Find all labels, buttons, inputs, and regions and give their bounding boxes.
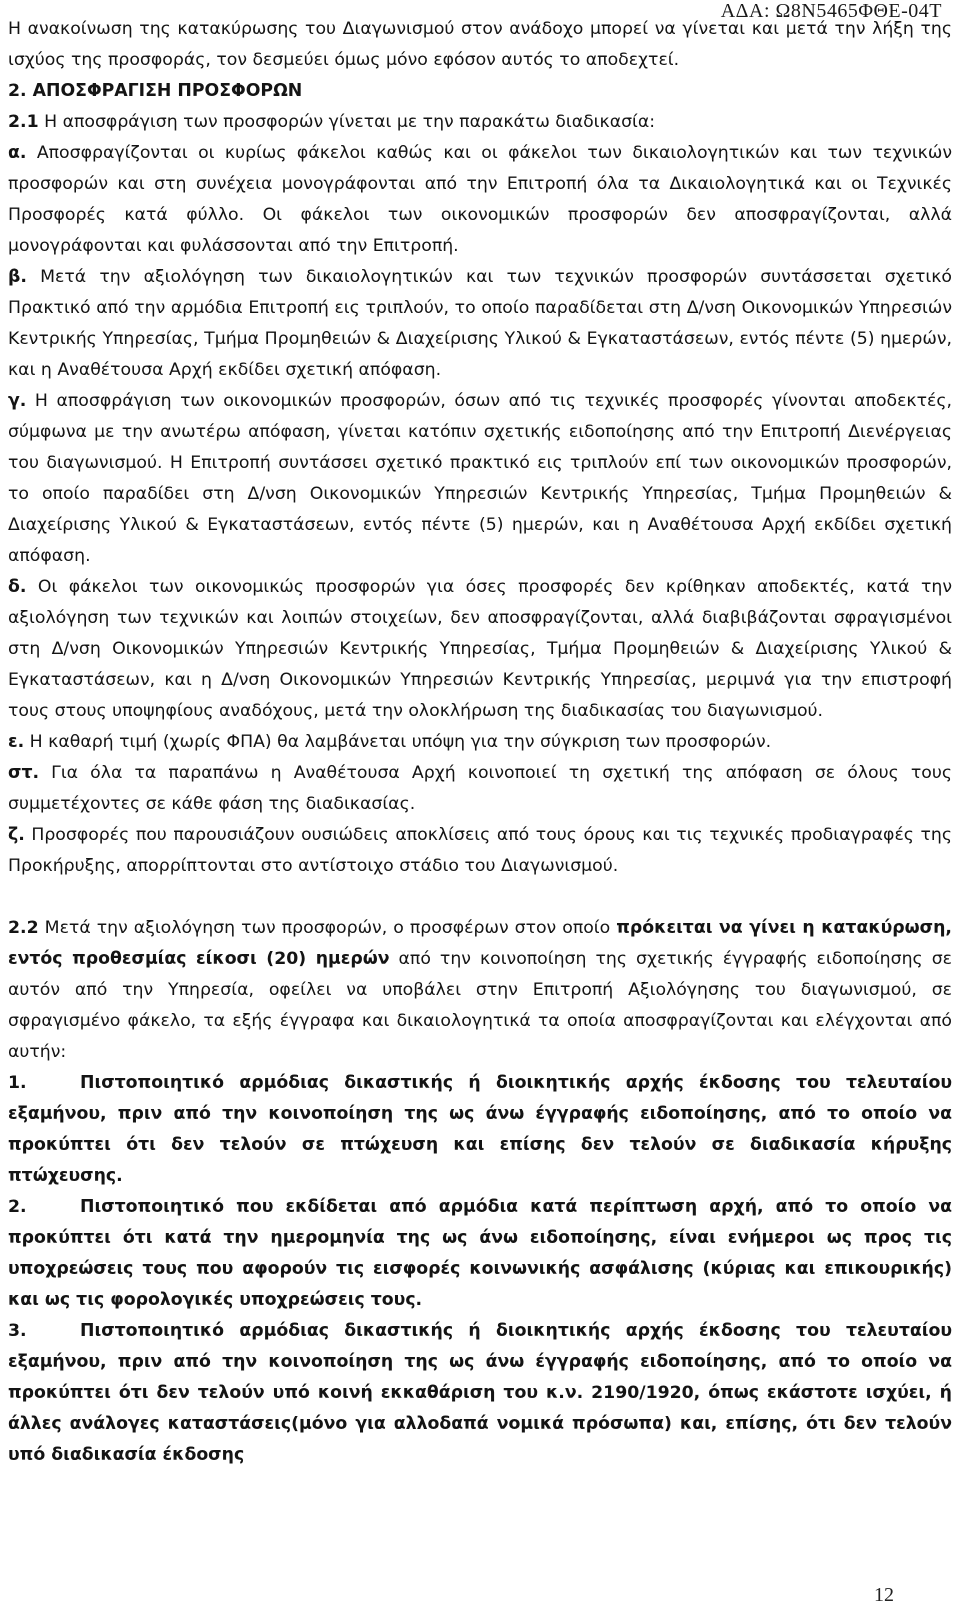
list-item-c — [8, 386, 952, 572]
list-item-a — [8, 138, 952, 262]
subsection-text-post: από την κοινοποίηση της σχετικής έγγραφής ειδοποίησης σε αυτόν από την Υπηρεσία, οφείλει να υποβάλει στην Επιτροπή Αξιολόγησης του διαγωνισμού, σε σφραγισμένο φάκελο, τα εξής έγγραφα και δικαιολογητικά τα οποία αποσφραγίζονται και ελέγχονται από αυτήν: — [8, 949, 952, 1062]
spacer — [8, 882, 952, 913]
item-text: Αποσφραγίζονται οι κυρίως φάκελοι καθώς και οι φάκελοι των δικαιολογητικών και των τεχνικών προσφορών και στη συνέχεια μονογράφονται από την Επιτροπή όλα τα Δικαιολογητικά και οι Τεχνικές Προσφορές κατά φύλλο. Οι φάκελοι των οικονομικών προσφορών δεν αποσφραγίζονται, αλλά μονογράφονται και φυλάσσονται από την Επιτροπή. — [8, 143, 952, 256]
subsection-text-bold: πρόκειται να γίνει η κατακύρωση, εντός προθεσμίας είκοσι (20) ημερών — [8, 918, 952, 969]
list-item-e — [8, 727, 952, 758]
intro-paragraph: Η ανακοίνωση της κατακύρωσης του Διαγωνισμού στον ανάδοχο μπορεί να γίνεται και μετά την λήξη της ισχύος της προσφοράς, τον δεσμεύει όμως μόνο εφόσον αυτός το αποδεχτεί. — [8, 19, 952, 70]
item-text: Η αποσφράγιση των οικονομικών προσφορών, όσων από τις τεχνικές προσφορές γίνονται αποδεκτές, σύμφωνα με την ανωτέρω απόφαση, γίνεται κατόπιν σχετικής ειδοποίησης από την Επιτροπή Διενέργειας του διαγωνισμού. Η Επιτροπή συντάσσει σχετικό πρακτικό εις τριπλούν επί των οικονομικών προσφορών, το οποίο παραδίδει στη Δ/νση Οικονομικών Υπηρεσιών Κεντρικής Υπηρεσίας, Τμήμα Προμηθειών & Διαχείρισης Υλικού & Εγκαταστάσεων, εντός πέντε (5) ημερών, και η Αναθέτουσα Αρχή εκδίδει σχετική απόφαση. — [8, 391, 952, 566]
subsection-text: Η αποσφράγιση των προσφορών γίνεται με την παρακάτω διαδικασία: — [38, 112, 656, 132]
document-item-number: 3. — [8, 1321, 27, 1341]
section-heading: 2. ΑΠΟΣΦΡΑΓΙΣΗ ΠΡΟΣΦΟΡΩΝ — [8, 81, 303, 101]
document-item-1 — [8, 1068, 952, 1192]
item-label: β. — [8, 267, 27, 287]
item-text: Μετά την αξιολόγηση των δικαιολογητικών και των τεχνικών προσφορών συντάσσεται σχετικό Πρακτικό από την αρμόδια Επιτροπή εις τριπλούν, το οποίο παραδίδεται στη Δ/νση Οικονομικών Υπηρεσιών Κεντρικής Υπηρεσίας, Τμήμα Προμηθειών & Διαχείρισης Υλικού & Εγκαταστάσεων, εντός πέντε (5) ημερών, και η Αναθέτουσα Αρχή εκδίδει σχετική απόφαση. — [8, 267, 952, 380]
document-item-text: Πιστοποιητικό αρμόδιας δικαστικής ή διοικητικής αρχής έκδοσης του τελευταίου εξαμήνου, πριν από την κοινοποίηση της ως άνω έγγραφής ειδοποίησης, από το οποίο να προκύπτει ότι δεν τελούν σε πτώχευση και επίσης δεν τελούν σε διαδικασία κήρυξης πτώχευσης. — [8, 1073, 952, 1186]
list-item-z — [8, 820, 952, 882]
document-item-number: 1. — [8, 1073, 27, 1093]
subsection-text-pre: Μετά την αξιολόγηση των προσφορών, ο προσφέρων στον οποίο — [38, 918, 617, 938]
subsection-2-2 — [8, 913, 952, 1068]
list-item-d — [8, 572, 952, 727]
item-label: δ. — [8, 577, 27, 597]
subsection-number: 2.1 — [8, 112, 39, 132]
subsection-number: 2.2 — [8, 918, 39, 938]
item-label: α. — [8, 143, 27, 163]
document-item-text: Πιστοποιητικό αρμόδιας δικαστικής ή διοικητικής αρχής έκδοσης του τελευταίου εξαμήνου, πριν από την κοινοποίηση της ως άνω έγγραφής ειδοποίησης, από το οποίο να προκύπτει ότι δεν τελούν υπό κοινή εκκαθάριση του κ.ν. 2190/1920, όπως εκάστοτε ισχύει, ή άλλες ανάλογες καταστάσεις(μόνο για αλλοδαπά νομικά πρόσωπα) και, επίσης, ότι δεν τελούν υπό διαδικασία έκδοσης — [8, 1321, 952, 1465]
document-item-number: 2. — [8, 1197, 27, 1217]
item-text: Για όλα τα παραπάνω η Αναθέτουσα Αρχή κοινοποιεί τη σχετική της απόφαση σε όλους τους συμμετέχοντες σε κάθε φάση της διαδικασίας. — [8, 763, 952, 814]
item-label: ε. — [8, 732, 25, 752]
subsection-2-1 — [8, 107, 952, 138]
document-item-2 — [8, 1192, 952, 1316]
list-item-st — [8, 758, 952, 820]
item-text: Οι φάκελοι των οικονομικώς προσφορών για όσες προσφορές δεν κρίθηκαν αποδεκτές, κατά την αξιολόγηση των τεχνικών και λοιπών στοιχείων, δεν αποσφραγίζονται, αλλά διαβιβάζονται σφραγισμένοι στη Δ/νση Οικονομικών Υπηρεσιών Κεντρικής Υπηρεσίας, Τμήμα Προμηθειών & Διαχείρισης Υλικού & Εγκαταστάσεων, και η Δ/νση Οικονομικών Υπηρεσιών Κεντρικής Υπηρεσίας, μεριμνά για την επιστροφή τους στους υποψηφίους αναδόχους, μετά την ολοκλήρωση της διαδικασίας του διαγωνισμού. — [8, 577, 952, 721]
item-text: Προσφορές που παρουσιάζουν ουσιώδεις αποκλίσεις από τους όρους και τις τεχνικές προδιαγραφές της Προκήρυξης, απορρίπτονται στο αντίστοιχο στάδιο του Διαγωνισμού. — [8, 825, 952, 876]
list-item-b — [8, 262, 952, 386]
page-number: 12 — [874, 1584, 894, 1606]
document-item-text: Πιστοποιητικό που εκδίδεται από αρμόδια κατά περίπτωση αρχή, από το οποίο να προκύπτει ότι κατά την ημερομηνία της ως άνω ειδοποίησης, είναι ενήμεροι ως προς τις υποχρεώσεις τους που αφορούν τις εισφορές κοινωνικής ασφάλισης (κύριας και επικουρικής) και ως τις φορολογικές υποχρεώσεις τους. — [8, 1197, 952, 1310]
item-label: στ. — [8, 763, 40, 783]
document-body — [8, 14, 952, 1471]
item-text: Η καθαρή τιμή (χωρίς ΦΠΑ) θα λαμβάνεται υπόψη για την σύγκριση των προσφορών. — [24, 732, 772, 752]
item-label: γ. — [8, 391, 27, 411]
item-label: ζ. — [8, 825, 25, 845]
ada-code: ΑΔΑ: Ω8Ν5465ΦΘΕ-04Τ — [720, 0, 942, 22]
document-item-3 — [8, 1316, 952, 1471]
